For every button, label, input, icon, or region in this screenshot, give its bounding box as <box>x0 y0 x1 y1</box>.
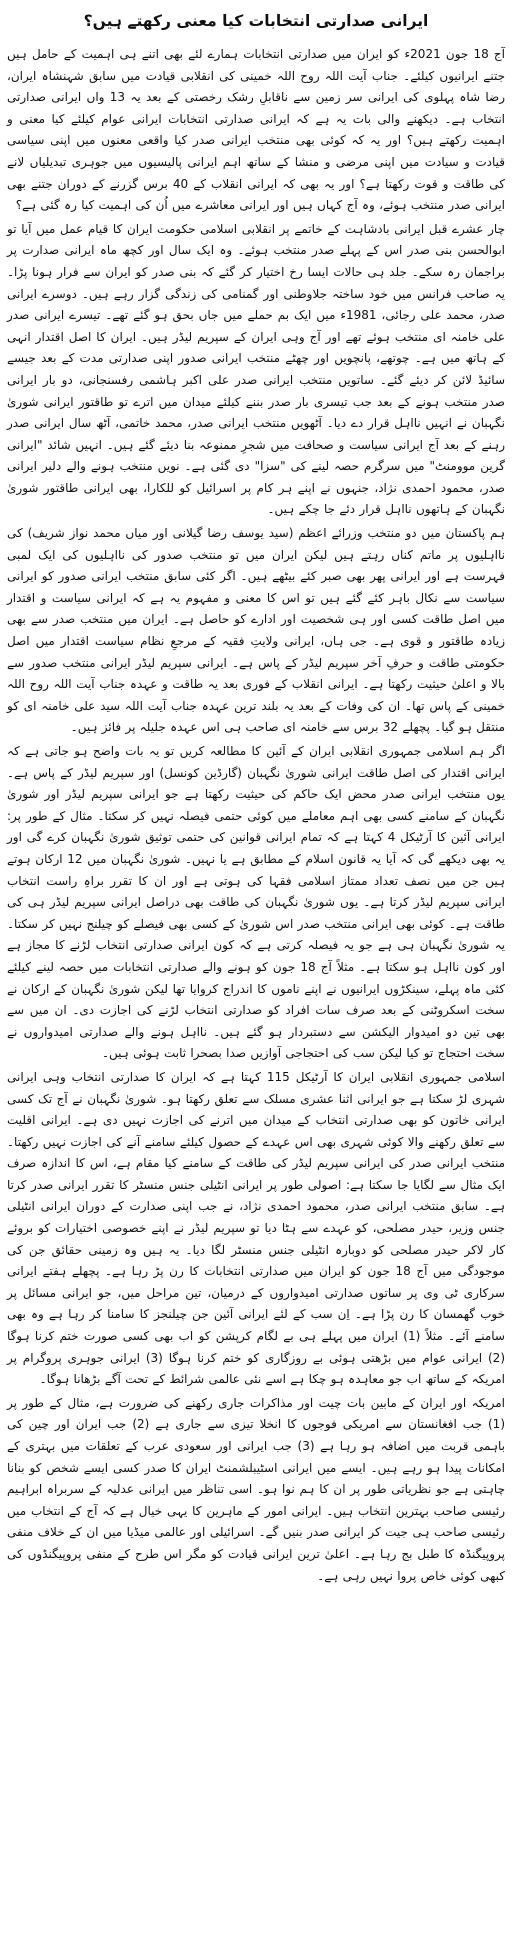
article-paragraph: امریکہ اور ایران کے مابین بات چیت اور مذاکرات جاری رکھنے کی ضرورت ہے، مثال کے طور پر (1) جب افغانستان سے امریکی فوجوں کا انخلا تیزی سے جاری ہے (2) جب ایران اور چین کی باہمی قربت میں اضافہ ہو رہا ہے (3) جب ایرانی اور سعودی عرب کے تعلقات میں بہتری کے امکانات پیدا ہو رہے ہیں۔ ایسے میں ایرانی اسٹیبلشمنٹ ایران کا صدر کسی ایسے شخص کو بنانا چاہتی ہے جو نظریاتی طور پر ان کا ہم نوا ہو۔ اسی تناظر میں ایرانی عدلیہ کے سربراہ ابراہیم رئیسی صاحب بہترین انتخاب ہیں۔ ایرانی امور کے ماہرین کا یہی خیال ہے کہ آج کے انتخاب میں رئیسی صاحب ہی جیت کر ایرانی صدر بنیں گے۔ اسرائیلی اور عالمی میڈیا میں ان کے خلاف منفی پروپیگنڈہ کا طبل بج رہا ہے۔ اعلیٰ ترین ایرانی قیادت کو مگر اس طرح کے منفی پروپیگنڈوں کی کبھی کوئی خاص پروا نہیں رہی ہے۔ <box>7 1395 505 1583</box>
article-paragraph: ہم پاکستان میں دو منتخب وزرائے اعظم (سید یوسف رضا گیلانی اور میاں محمد نواز شریف) کی نااہلیوں پر ماتم کناں رہتے ہیں لیکن ایران میں تو منتخب صدور کی نااہلیوں کی ایک لمبی فہرست ہے اور ایرانی پھر بھی صبر کئے بیٹھے ہیں۔ اگر کئی سابق منتخب ایرانی صدور کو ایرانی سیاست سے نکال باہر کئے گئے ہیں تو اس کا معنی و مفہوم یہ ہے کہ ایرانی سیاست و اقتدار میں اصل طاقت کسی اور ہی شخصیت اور ادارے کو حاصل ہے۔ ایران میں منتخب صدر سے بھی زیادہ طاقتور و قوی ہے۔ جی ہاں، ایرانی ولایتِ فقیہ کے مرجعِ نظام سیاست اقتدار میں اصل حکومتی طاقت و حرفِ آخر سپریم لیڈر کے پاس ہے۔ ایرانی سپریم لیڈر ایرانی منتخب صدور سے بالا و اعلیٰ حیثیت رکھتا ہے۔ ایرانی انقلاب کے فوری بعد یہ طاقت و عہدہ جناب آیت اللہ روح اللہ خمینی کے پاس تھا۔ ان کی وفات کے بعد یہ بلند ترین عہدہ جناب آیت اللہ سید علی خامنہ ای کو منتقل ہو گیا۔ پچھلے 32 برس سے خامنہ ای صاحب ہی اس عہدہ جلیلہ پر فائز ہیں۔ <box>7 526 505 735</box>
article-paragraph: اسلامی جمہوری انقلابی ایران کا آرٹیکل 115 کہتا ہے کہ ایران کا صدارتی انتخاب وہی ایرانی شہری لڑ سکتا ہے جو ایرانی اثنا عشری مسلک سے تعلق رکھتا ہو۔ شوریٰ نگہبان نے آج تک کسی ایرانی خاتون کو بھی صدارتی انتخاب کے میدان میں اترنے کی اجازت نہیں دی ہے۔ ایرانی اقلیت سے تعلق رکھنے والا کوئی شہری بھی اس عہدے کے حصول کیلئے سامنے آنے کی اجازت نہیں رکھتا۔ منتخب ایرانی صدر کی ایرانی سپریم لیڈر کی طاقت کے سامنے کیا مقام ہے، اس کا اندازہ صرف ایک مثال سے لگایا جا سکتا ہے: اصولی طور پر ایرانی انٹیلی جنس منسٹر کا تقرر ایرانی صدر کرتا ہے۔ سابق منتخب ایرانی صدر، محمود احمدی نژاد، نے جب اپنی صدارت کے دوران ایرانی انٹیلی جنس وزیر، حیدر مصلحی، کو عہدے سے ہٹا دیا تو سپریم لیڈر نے اپنے خصوصی اختیارات کو بروئے کار لاکر حیدر مصلحی کو دوبارہ انٹیلی جنس منسٹر لگا دیا۔ یہ ہیں وہ زمینی حقائق جن کی موجودگی میں آج 18 جون کو ایران میں صدارتی انتخابات کا رن پڑ رہا ہے۔ پچھلے ہفتے ایرانی سرکاری ٹی وی پر ساتوں صدارتی امیدواروں کے درمیان، تین مراحل میں، جو ایرانی مسائل پر خوب گھمسان کا رن پڑا ہے۔ اِن سب کے لئے ایرانی آئین جن چیلنجز کا سامنا کر رہا ہے وہ بھی سامنے آئے۔ مثلاً (1) ایران میں پہلے ہی بے لگام کرپشن کو اب بھی کسی صورت ختم کرنا ہوگا (2) ایرانی عوام میں بڑھتی ہوئی بے روزگاری کو ختم کرنا ہوگا (3) ایرانی جوہری پروگرام پر امریکہ کے ساتھ اب جو معاہدہ ہو چکا ہے اسے نئی عالمی شرائط کے تحت آگے بڑھانا ہوگا۔ <box>7 1069 505 1387</box>
article-paragraph: چار عشرے قبل ایرانی بادشاہت کے خاتمے پر انقلابی اسلامی حکومت ایران کا قیام عمل میں آیا تو ابوالحسن بنی صدر اس کے پہلے صدر منتخب ہوئے۔ وہ ایک سال اور کچھ ماہ ایرانی صدارت پر براجمان رہ سکے۔ جلد ہی حالات ایسا رخ اختیار کر گئے کہ بنی صدر کو ایران سے فرار ہونا پڑا۔ یہ صاحب فرانس میں خود ساختہ جلاوطنی اور گمنامی کی زندگی گزار رہے ہیں۔ دوسرے ایرانی صدر، محمد علی رجائی، 1981ء میں ایک بم حملے میں جاں بحق ہو گئے تھے۔ تیسرے ایرانی صدر علی خامنہ ای منتخب ہوئے تھے اور آج وہی ایران کے سپریم لیڈر ہیں۔ ایران کا اصل اقتدار انہی کے ہاتھ میں ہے۔ چوتھے، پانچویں اور چھٹے منتخب ایرانی صدور اپنی صدارتی مدت کے بعد جیسے سائیڈ لائن کر دیئے گئے۔ ساتویں منتخب ایرانی صدر علی اکبر ہاشمی رفسنجانی، دو بار ایرانی صدر منتخب ہونے کے بعد جب تیسری بار صدر بننے کیلئے میدان میں اترے تو طاقتور ایرانی شوریٰ نگہبان نے انہیں نااہل قرار دے دیا۔ آٹھویں منتخب ایرانی صدر، محمد خاتمی، آٹھ سال ایرانی صدر رہنے کے بعد آج ایرانی سیاست و صحافت میں شجرِ ممنوعہ بنا دیئے گئے ہیں۔ انہیں شائد "ایرانی گرین موومنٹ" میں سرگرم حصہ لینے کی "سزا" دی گئی ہے۔ نویں منتخب ہونے والے دلیر ایرانی صدر، محمود احمدی نژاد، جنہوں نے اپنے ہر کام پر اسرائیل کو للکارا، بھی ایرانی طاقتور شوریٰ نگہبان کے ہاتھوں نااہل قرار دئے جا چکے ہیں۔ <box>7 221 506 517</box>
article-title: ایرانی صدارتی انتخابات کیا معنی رکھتے ہیں؟ <box>83 12 429 30</box>
article-paragraph: آج 18 جون 2021ء کو ایران میں صدارتی انتخابات ہمارے لئے بھی اتنے ہی اہمیت کے حامل ہیں جتنے ایرانیوں کیلئے۔ جناب آیت اللہ روح اللہ خمینی کی انقلابی قیادت میں سابق شہنشاہ ایران، رضا شاہ پہلوی کی ایرانی سر زمین سے ناقابلِ رشک رخصتی کے بعد یہ 13 واں ایرانی صدارتی انتخاب ہے۔ دیکھنے والی بات یہ ہے کہ ایرانی صدارتی انتخابات ایرانی عوام کیلئے کیا معنی و اہمیت رکھتے ہیں؟ اور یہ کہ کوئی بھی منتخب ایرانی صدر کیا واقعی معنوں میں اپنی سیاسی قیادت و سیادت میں اپنی مرضی و منشا کے ساتھ اہم ایرانی پالیسیوں میں جوہری تبدیلیاں لانے کی طاقت و قوت رکھتا ہے؟ اور یہ بھی کہ ایرانی انقلاب کے 40 برس گزرنے کے دوران جتنے بھی ایرانی صدر منتخب ہوئے، وہ آج کہاں ہیں اور ایرانی معاشرے میں اُن کی اہمیت کیا رہ گئی ہے؟ <box>7 47 505 213</box>
article-body <box>7 44 505 1587</box>
article-paragraph: اگر ہم اسلامی جمہوری انقلابی ایران کے آئین کا مطالعہ کریں تو یہ بات واضح ہو جاتی ہے کہ ایرانی اقتدار کی اصل طاقت ایرانی شوریٰ نگہبان (گارڈین کونسل) اور سپریم لیڈر کے پاس ہے۔ یوں منتخب ایرانی صدر محض ایک حاکم کی حیثیت رکھتا ہے جو ایرانی سپریم لیڈر اور شوریٰ نگہبان کے سامنے کسی بھی اہم معاملے میں کوئی حتمی فیصلہ نہیں کر سکتا۔ مثال کے طور پر: ایرانی آئین کا آرٹیکل 4 کہتا ہے کہ تمام ایرانی قوانین کی حتمی توثیق شوریٰ نگہبان کرے گی اور یہ بھی دیکھے گی کہ آیا یہ قانون اسلام کے مطابق ہے یا نہیں۔ شوریٰ نگہبان میں 12 ارکان ہوتے ہیں جن میں نصف تعداد ممتاز اسلامی فقہا کی ہوتی ہے اور ان کا تقرر براہِ راست انتخاب ایرانی سپریم لیڈر کرتا ہے۔ یوں شوریٰ نگہبان کی طاقت بھی دراصل ایرانی سپریم لیڈر ہی کی طاقت ہے۔ کوئی بھی ایرانی منتخب صدر اس شوریٰ کے کسی بھی فیصلے کو چیلنج نہیں کر سکتا۔ یہ شوریٰ نگہبان ہی ہے جو یہ فیصلہ کرتی ہے کہ کون ایرانی صدارتی انتخاب لڑنے کا مجاز ہے اور کون نااہل ہو سکتا ہے۔ مثلاً آج 18 جون کو ہونے والے صدارتی انتخابات میں حصہ لینے کیلئے کئی ماہ پہلے، سینکڑوں ایرانیوں نے اپنے ناموں کا اندراج کروایا تھا لیکن شوریٰ نگہبان کے ارکان نے سخت اسکروٹنی کے بعد صرف سات افراد کو صدارتی انتخاب لڑنے کی اجازت دی۔ ان میں سے بھی تین دو امیدوار الیکشن سے دستبردار ہو گئے ہیں۔ نااہل ہونے والے صدارتی امیدواروں نے سخت احتجاج تو کیا لیکن سب کی احتجاجی آوازیں صدا بصحرا ثابت ہوئی ہیں۔ <box>7 744 505 1061</box>
